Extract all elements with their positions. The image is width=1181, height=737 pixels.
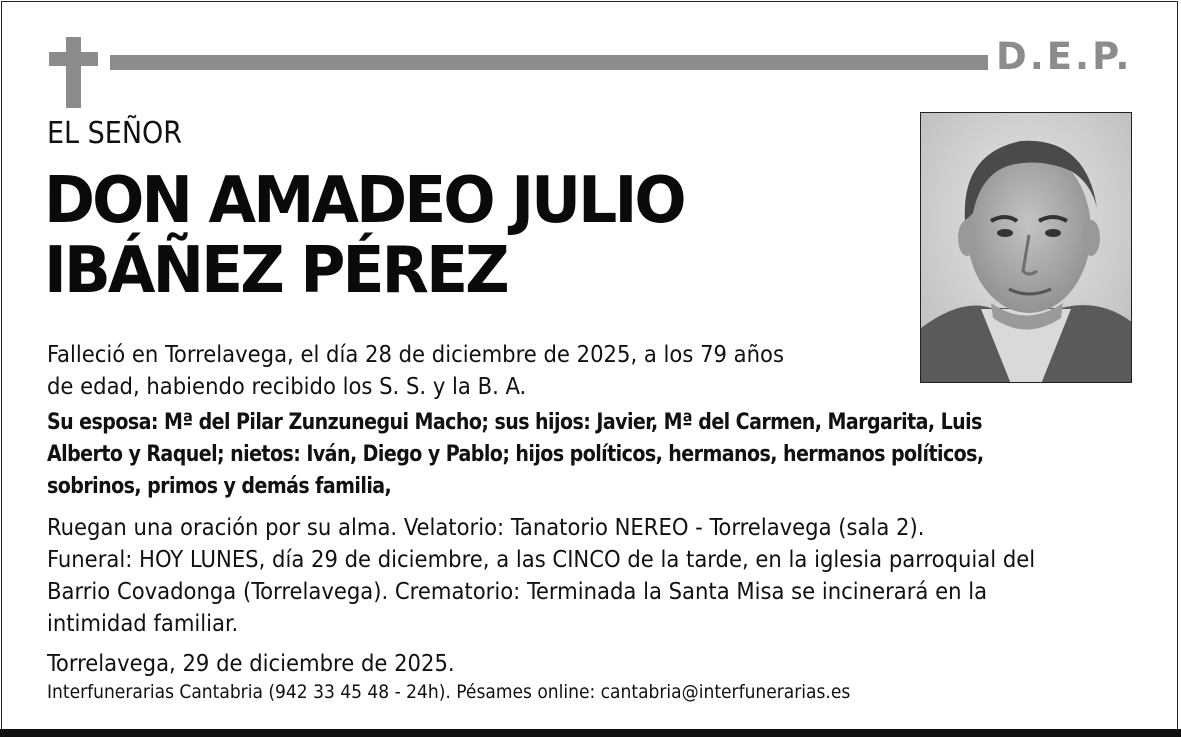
family-paragraph [47,406,984,502]
service-line-1: Ruegan una oración por su alma. Velatorio: Tanatorio NEREO - Torrelavega (sala 2). [47,513,925,541]
cross-icon [66,37,81,108]
death-line-1: Falleció en Torrelavega, el día 28 de diciembre de 2025, a los 79 años [47,340,784,368]
dep-label: D.E.P. [996,35,1133,78]
service-line-3: Barrio Covadonga (Torrelavega). Crematorio: Terminada la Santa Misa se incinerará en la [47,577,988,605]
bottom-border [0,729,1181,737]
death-paragraph [47,338,784,402]
title-prefix: EL SEÑOR [47,116,183,151]
family-line-1: Su esposa: Mª del Pilar Zunzunegui Macho; sus hijos: Javier, Mª del Carmen, Margarita, Luis [47,409,982,435]
deceased-name [44,166,684,306]
service-paragraph [47,511,1035,639]
place-date: Torrelavega, 29 de diciembre de 2025. [47,649,455,677]
service-line-4: intimidad familiar. [47,609,239,637]
death-line-2: de edad, habiendo recibido los S. S. y la B. A. [47,372,527,400]
family-line-2: Alberto y Raquel; nietos: Iván, Diego y Pablo; hijos políticos, hermanos, hermanos políticos, [47,441,984,467]
portrait-image [921,113,1132,383]
service-line-2: Funeral: HOY LUNES, día 29 de diciembre, a las CINCO de la tarde, en la iglesia parroquial del [47,545,1036,573]
header-rule [110,55,988,70]
name-line-2: IBÁÑEZ PÉREZ [44,234,507,308]
cross-icon-arm [49,52,98,66]
contact-line: Interfunerarias Cantabria (942 33 45 48 - 24h). Pésames online: cantabria@interfunerarias.es [47,681,851,703]
portrait-photo [920,112,1132,383]
name-line-1: DON AMADEO JULIO [44,164,684,238]
family-line-3: sobrinos, primos y demás familia, [47,473,392,499]
